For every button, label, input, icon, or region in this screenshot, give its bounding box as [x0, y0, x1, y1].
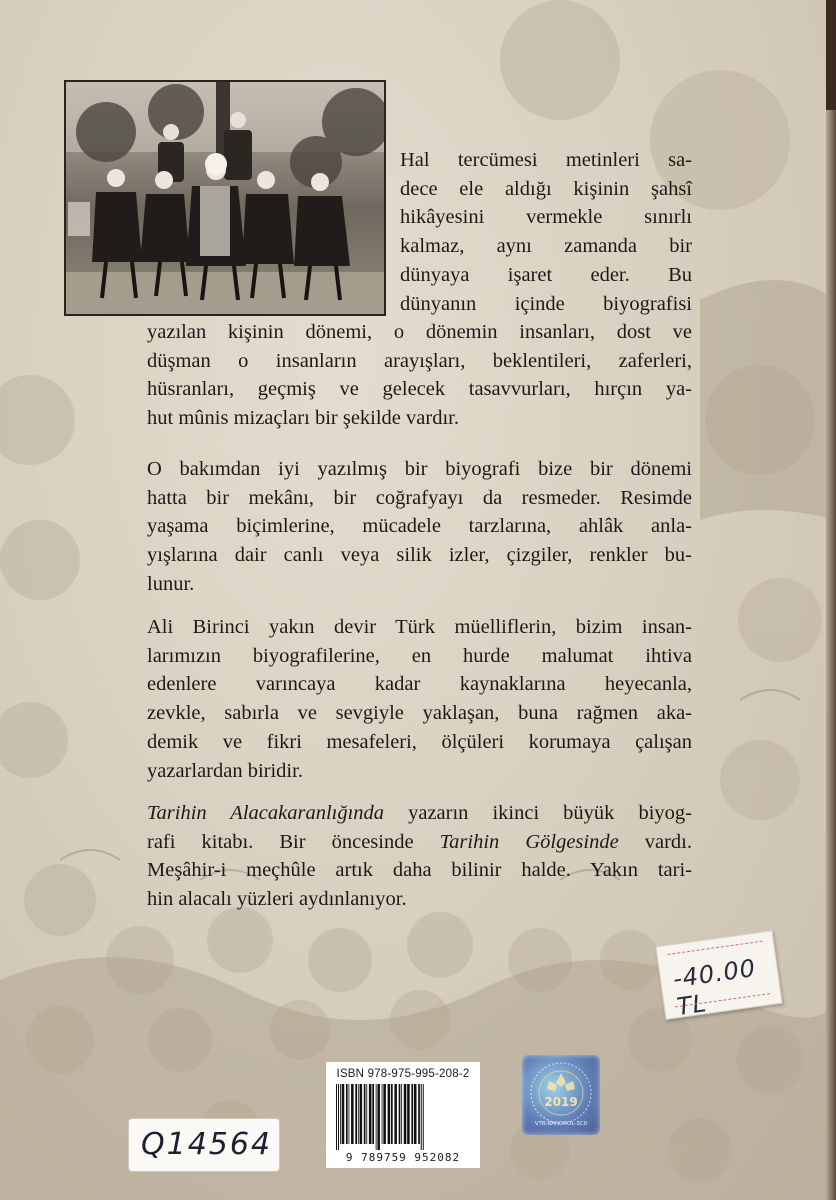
barcode-bar	[360, 1084, 363, 1144]
paragraph-1-bottom	[147, 318, 692, 433]
barcode-bar	[401, 1084, 402, 1144]
barcode-bar	[394, 1084, 397, 1144]
spine-edge-top	[826, 0, 836, 110]
text-line: Meşâhir-i meçhûle artık daha bilinir halde. Yakın tari-	[147, 859, 692, 882]
paragraph-2	[147, 455, 692, 599]
barcode-bar	[369, 1084, 372, 1144]
text-line: yazarlardan biridir.	[147, 759, 303, 782]
hologram-year: 2019	[544, 1095, 578, 1109]
text-run: vardı.	[618, 830, 692, 853]
barcode-bar	[423, 1084, 424, 1150]
paragraph-1-top	[400, 146, 692, 318]
text-line: hüsranları, geçmiş ve gelecek tasavvurları, hırçın ya-	[147, 378, 692, 401]
inventory-number-label: Q14564	[128, 1118, 280, 1172]
text-line: hatta bir mekânı, bir coğrafyayı da resmeder. Resimde	[147, 486, 692, 509]
barcode-bar	[388, 1084, 391, 1144]
price-sticker	[655, 930, 782, 1020]
barcode-bar	[376, 1084, 377, 1150]
barcode-bar	[382, 1084, 383, 1144]
barcode-bar	[377, 1084, 380, 1150]
text-line: dece ele aldığı kişinin şahsî	[400, 177, 692, 200]
barcode-bar	[407, 1084, 410, 1144]
text-line: hut mûnis mizaçları bir şekilde vardır.	[147, 407, 459, 430]
barcode-bar	[340, 1084, 341, 1144]
barcode-digits: 9 789759 952082	[345, 1151, 461, 1164]
text-line: edenlere varıncaya kadar kaynaklarına heyecanla,	[147, 673, 692, 696]
barcode-bar	[372, 1084, 374, 1144]
text-line: hikâyesini vermekle sınırlı	[400, 206, 692, 229]
text-line: düşman o insanların arayışları, beklentileri, zaferleri,	[147, 349, 692, 372]
bandrol-hologram	[522, 1055, 600, 1135]
barcode-bar	[391, 1084, 393, 1144]
barcode-bar	[351, 1084, 354, 1144]
paragraph-3	[147, 613, 692, 785]
text-line: zevkle, sabırla ve sevgiyle yaklaşan, buna rağmen aka-	[147, 702, 692, 725]
text-line: yışlarına dair canlı veya silik izler, çizgiler, renkler bu-	[147, 544, 692, 567]
barcode-bar	[346, 1084, 348, 1144]
barcode-bars	[332, 1084, 474, 1150]
hologram-code: VTB-BANDROL-3C0	[534, 1121, 588, 1127]
text-run: yazarın ikinci büyük biyog-	[384, 802, 692, 824]
text-line: Hal tercümesi metinleri sa-	[400, 149, 692, 171]
text-line: larımızın biyografilerine, en hurde malumat ihtiva	[147, 644, 692, 667]
historical-group-photo	[64, 80, 386, 316]
barcode-bar	[358, 1084, 359, 1144]
book-title-italic: Tarihin Gölgesinde	[439, 830, 619, 853]
group-photo-image	[66, 82, 384, 314]
barcode-bar	[399, 1084, 401, 1144]
sticker-perforation	[668, 941, 763, 955]
barcode-bar	[414, 1084, 417, 1144]
text-line: yazılan kişinin dönemi, o dönemin insanları, dost ve	[147, 321, 692, 343]
price-text: -40.00 TL	[671, 953, 758, 1022]
barcode-bar	[404, 1084, 407, 1144]
barcode-bar	[364, 1084, 366, 1144]
isbn-label: ISBN 978-975-995-208-2	[336, 1068, 470, 1080]
barcode-bar	[366, 1084, 367, 1144]
text-line	[147, 799, 692, 828]
text-line: dünyanın içinde biyografisi	[400, 292, 692, 315]
text-line: hin alacalı yüzleri aydınlanıyor.	[147, 888, 407, 911]
barcode-bar	[411, 1084, 413, 1144]
text-line: lunur.	[147, 572, 195, 595]
text-line: O bakımdan iyi yazılmış bir biyografi bize bir dönemi	[147, 458, 692, 480]
barcode-bar	[342, 1084, 345, 1144]
spine-edge	[826, 0, 836, 1200]
text-line: kalmaz, aynı zamanda bir	[400, 235, 692, 258]
barcode-bar	[355, 1084, 357, 1144]
book-title-italic: Tarihin Alacakaranlığında	[147, 802, 385, 824]
isbn-barcode	[326, 1062, 480, 1168]
text-run: rafi kitabı. Bir öncesinde	[147, 830, 440, 853]
barcode-bar	[336, 1084, 337, 1150]
text-line	[147, 828, 692, 857]
paragraph-4	[147, 799, 692, 914]
text-line: yaşama biçimlerine, mücadele tarzlarına, ahlâk anla-	[147, 515, 692, 538]
barcode-bar	[421, 1084, 422, 1150]
barcode-bar	[418, 1084, 420, 1144]
text-line: demik ve fikri mesafeleri, ölçüleri korumaya çalışan	[147, 730, 692, 753]
barcode-bar	[349, 1084, 350, 1144]
barcode-bar	[383, 1084, 386, 1144]
barcode-bar	[338, 1084, 339, 1150]
text-line: Ali Birinci yakın devir Türk müelliflerin, bizim insan-	[147, 616, 692, 638]
text-line: dünyaya işaret eder. Bu	[400, 263, 692, 286]
